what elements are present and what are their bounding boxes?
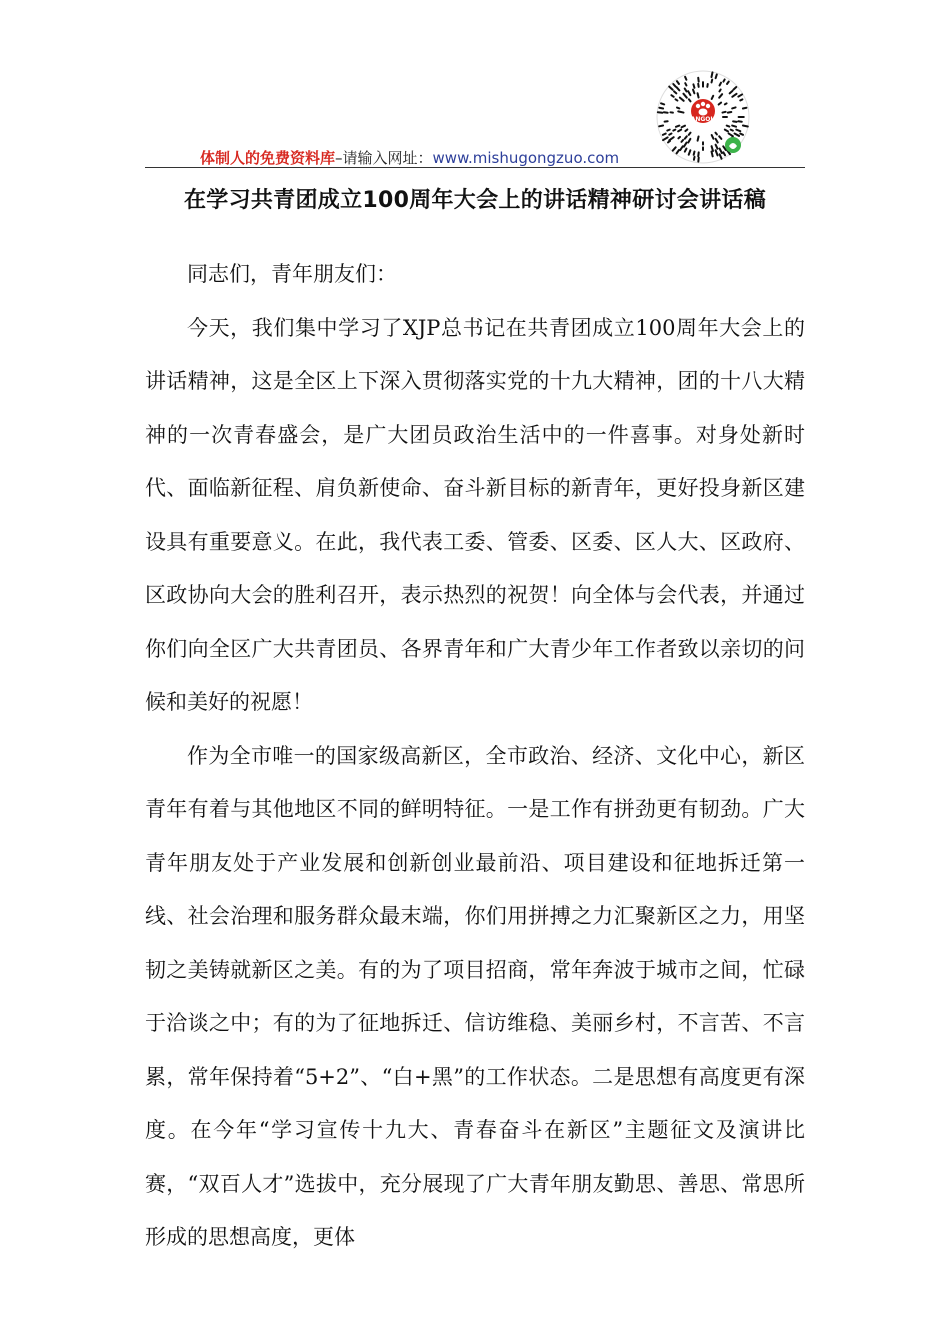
url-hint: –请输入网址：	[335, 149, 433, 167]
header-divider	[145, 167, 805, 168]
site-url-link[interactable]: www.mishugongzuo.com	[432, 149, 620, 167]
body-paragraph: 作为全市唯一的国家级高新区，全市政治、经济、文化中心，新区青年有着与其他地区不同的鲜明特征。一是工作有拼劲更有韧劲。广大青年朋友处于产业发展和创新创业最前沿、项目建设和征地拆迁第一线、社会治理和服务群众最末端，你们用拼搏之力汇聚新区之力，用坚韧之美铸就新区之美。有的为了项目招商，常年奔波于城市之间，忙碌于洽谈之中；有的为了征地拆迁、信访维稳、美丽乡村，不言苦、不言累，常年保持着“5+2”、“白+黑”的工作状态。二是思想有高度更有深度。在今年“学习宣传十九大、青春奋斗在新区”主题征文及演讲比赛，“双百人才”选拔中，充分展现了广大青年朋友勤思、善思、常思所形成的思想高度，更体	[145, 743, 805, 1249]
document-title: 在学习共青团成立100周年大会上的讲话精神研讨会讲话稿	[183, 188, 767, 213]
greeting-paragraph: 同志们，青年朋友们：	[187, 262, 397, 286]
document-body	[145, 248, 805, 1265]
qr-logo-label: ANGOU	[690, 116, 716, 123]
site-brand: 体制人的免费资料库	[200, 149, 336, 167]
qr-code-icon[interactable]	[655, 69, 751, 165]
body-paragraph: 今天，我们集中学习了XJP总书记在共青团成立100周年大会上的讲话精神，这是全区上下深入贯彻落实党的十九大精神，团的十八大精神的一次青春盛会，是广大团员政治生活中的一件喜事。对身处新时代、面临新征程、肩负新使命、奋斗新目标的新青年，更好投身新区建设具有重要意义。在此，我代表工委、管委、区委、区人大、区政府、区政协向大会的胜利召开，表示热烈的祝贺！向全体与会代表，并通过你们向全区广大共青团员、各界青年和广大青少年工作者致以亲切的问候和美好的祝愿！	[145, 315, 805, 714]
